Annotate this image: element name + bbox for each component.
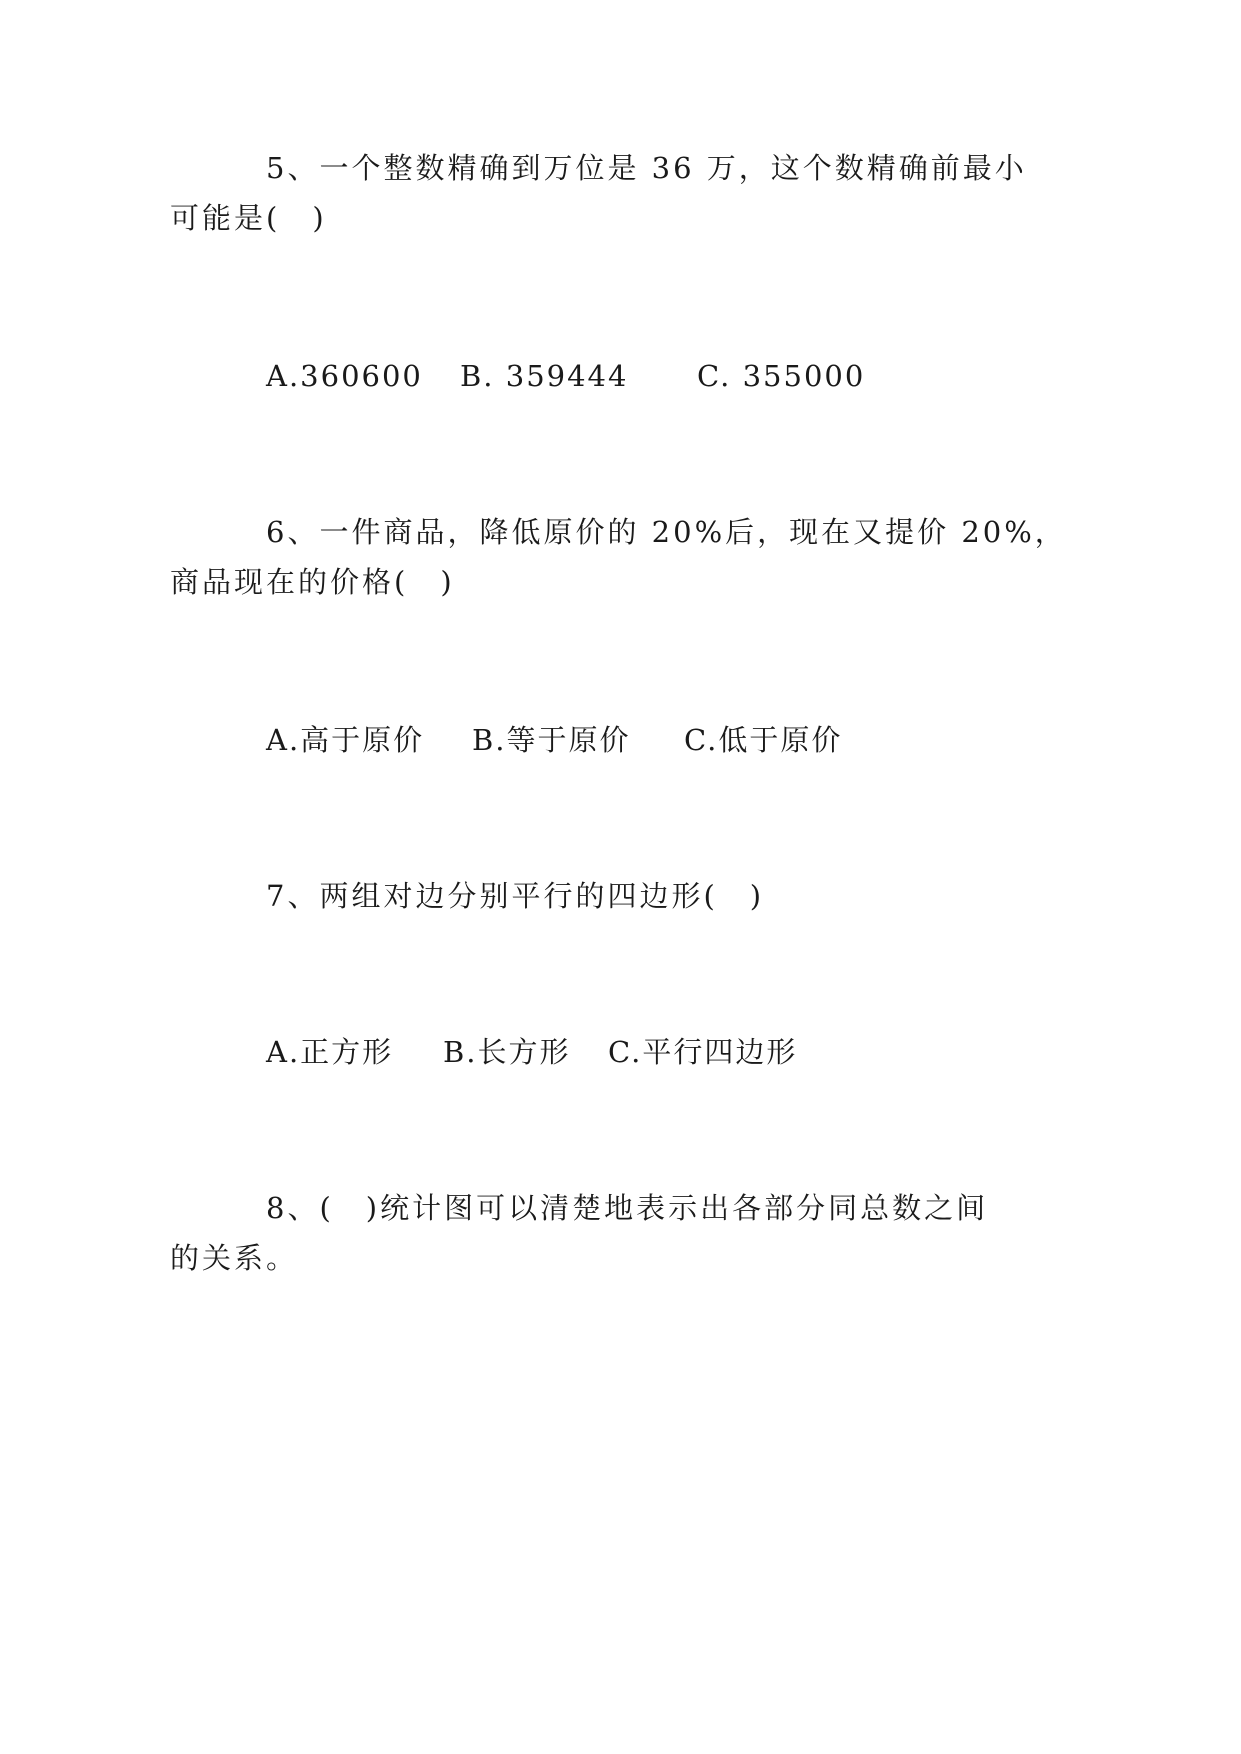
question-5-option-b: B. 359444 [460, 359, 629, 393]
question-7-option-a: A.正方形 [266, 1035, 394, 1069]
question-6-option-c: C.低于原价 [684, 723, 843, 757]
question-5-line-1: 5、一个整数精确到万位是 36 万，这个数精确前最小 [266, 151, 1027, 185]
question-6-option-a: A.高于原价 [266, 723, 425, 757]
question-5-option-a: A.360600 [266, 359, 423, 393]
question-5-option-c: C. 355000 [697, 359, 866, 393]
question-8-line-2: 的关系。 [170, 1241, 299, 1275]
question-6-option-b: B.等于原价 [472, 723, 631, 757]
question-8-line-1: 8、( )统计图可以清楚地表示出各部分同总数之间 [266, 1191, 989, 1225]
question-5-line-2: 可能是( ) [170, 201, 327, 235]
question-7-option-c: C.平行四边形 [608, 1035, 798, 1069]
question-7-option-b: B.长方形 [443, 1035, 571, 1069]
question-6-line-1: 6、一件商品，降低原价的 20%后，现在又提价 20%， [266, 515, 1067, 549]
question-7-line-1: 7、两组对边分别平行的四边形( ) [266, 879, 765, 913]
question-6-line-2: 商品现在的价格( ) [170, 565, 455, 599]
